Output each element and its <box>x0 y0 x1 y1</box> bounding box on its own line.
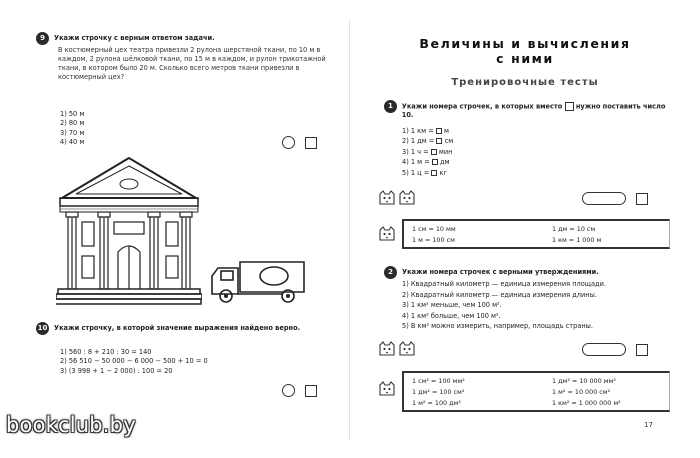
cat-face-icon <box>378 381 396 396</box>
question-10-instruction: Укажи строчку, в которой значение выражения найдено верно. <box>54 324 301 332</box>
answer-field[interactable] <box>582 192 626 205</box>
option-expression: 1 ч = <box>410 147 429 156</box>
option-expression: 1 ц = <box>410 168 430 177</box>
option-unit: м <box>443 127 449 135</box>
question-number-1: 1 <box>384 100 397 113</box>
hint-item: 1 см² = 100 мм² <box>412 377 465 385</box>
question-9-heading <box>36 32 326 45</box>
option-2[interactable]: 2) Квадратный километр — единица измерения длины. <box>402 290 597 299</box>
answer-square[interactable] <box>636 193 648 205</box>
question-10-heading <box>36 322 326 335</box>
answer-area-1 <box>582 192 648 205</box>
hint-box-1 <box>402 219 670 249</box>
question-9-instruction: Укажи строчку с верным ответом задачи. <box>54 34 215 42</box>
cat-face-icon <box>378 190 396 205</box>
option-1[interactable] <box>402 126 453 136</box>
blank-square-icon <box>432 159 438 165</box>
cat-face-icon <box>378 341 396 356</box>
hint-item: 1 дм² = 100 см² <box>412 388 465 396</box>
option-1[interactable]: 1) 50 м <box>60 110 85 118</box>
question-1-instruction-start: Укажи номера строчек, в которых вместо <box>401 102 563 111</box>
option-3[interactable] <box>402 147 453 157</box>
question-2-options <box>402 279 606 332</box>
option-4[interactable]: 4) 40 м <box>60 137 85 146</box>
hint-item: 1 м² = 100 дм² <box>412 399 461 407</box>
option-unit: мин <box>438 147 453 156</box>
option-number: 1) <box>402 127 409 135</box>
question-number-10: 10 <box>36 322 49 335</box>
option-3[interactable]: 3) (3 998 + 1 − 2 000) : 100 = 20 <box>60 366 173 375</box>
answer-square[interactable] <box>305 385 317 397</box>
hint-item: 1 м = 100 см <box>412 236 455 244</box>
option-1[interactable]: 1) 560 : 8 + 210 : 30 = 140 <box>60 348 152 356</box>
option-3[interactable]: 3) 70 м <box>60 128 85 137</box>
question-1-instruction-end: нужно поставить число 10. <box>401 102 666 119</box>
option-number: 5) <box>402 168 409 177</box>
option-number: 3) <box>402 147 409 156</box>
question-9-text: В костюмерный цех театра привезли 2 рулона шерстяной ткани, по 10 м в каждом, 2 рулона шёлковой ткани, по 15 м в каждом, и рулон трикотажной ткани, в котором было 20 м. Сколько всего метров ткани привезли в костюмерный цех? <box>58 46 326 81</box>
question-2-heading <box>384 266 674 279</box>
truck-illustration <box>208 254 308 306</box>
option-3[interactable]: 3) 1 км² меньше, чем 100 м². <box>402 301 502 310</box>
question-number-9: 9 <box>36 32 49 45</box>
answer-area-10 <box>282 384 317 397</box>
answer-field[interactable] <box>582 343 626 356</box>
blank-square-icon <box>436 138 442 144</box>
question-10-options <box>60 348 208 376</box>
question-1-heading <box>384 100 674 119</box>
section-title-line-2: с ними <box>496 51 554 66</box>
question-1-instruction <box>402 100 674 119</box>
option-5[interactable]: 5) В км² можно измерить, например, площадь страны. <box>402 322 593 331</box>
option-1[interactable]: 1) Квадратный километр — единица измерения площади. <box>402 280 606 288</box>
answer-square[interactable] <box>305 137 317 149</box>
hint-item: 1 дм² = 10 000 мм² <box>552 377 616 385</box>
option-4[interactable] <box>402 157 453 167</box>
section-subtitle: Тренировочные тесты <box>451 77 599 88</box>
option-expression: 1 м = <box>410 158 430 167</box>
hint-item: 1 см = 10 мм <box>412 225 456 233</box>
placeholder-square-icon <box>565 102 574 111</box>
option-4[interactable]: 4) 1 км² больше, чем 100 м². <box>402 311 501 320</box>
right-page <box>350 0 700 458</box>
option-expression: 1 км = <box>410 127 434 135</box>
option-unit: дм <box>440 158 450 167</box>
option-2[interactable] <box>402 136 453 146</box>
hint-box-2 <box>402 371 670 412</box>
answer-area-9 <box>282 136 317 149</box>
blank-square-icon <box>431 149 437 155</box>
page-number: 17 <box>644 421 653 429</box>
question-9-options <box>60 110 84 147</box>
blank-square-icon <box>436 128 442 134</box>
option-number: 4) <box>402 158 409 167</box>
hint-item: 1 м² = 10 000 см² <box>552 388 611 396</box>
blank-square-icon <box>431 170 437 176</box>
answer-circle[interactable] <box>282 136 295 149</box>
option-5[interactable] <box>402 168 453 178</box>
question-number-2: 2 <box>384 266 397 279</box>
option-expression: 1 дм = <box>410 137 435 146</box>
cat-face-icon <box>398 190 416 205</box>
option-number: 2) <box>402 137 409 146</box>
option-2[interactable]: 2) 56 510 − 50 000 − 6 000 − 500 + 10 = 0 <box>60 357 208 366</box>
question-1-options <box>402 126 453 178</box>
answer-square[interactable] <box>636 344 648 356</box>
option-2[interactable]: 2) 80 м <box>60 119 85 128</box>
section-title-line-1: Величины и вычисления <box>419 36 631 51</box>
option-unit: см <box>444 137 454 146</box>
option-unit: кг <box>439 168 447 177</box>
watermark: bookclub.by <box>6 413 136 437</box>
hint-item: 1 км = 1 000 м <box>552 236 602 244</box>
cat-face-icon <box>378 226 396 241</box>
hint-item: 1 дм = 10 см <box>552 225 596 233</box>
answer-circle[interactable] <box>282 384 295 397</box>
answer-area-2 <box>582 343 648 356</box>
theatre-building-illustration <box>56 152 202 312</box>
question-2-instruction: Укажи номера строчек с верными утверждениями. <box>402 268 599 276</box>
cat-face-icon <box>398 341 416 356</box>
hint-item: 1 км² = 1 000 000 м² <box>552 399 621 407</box>
